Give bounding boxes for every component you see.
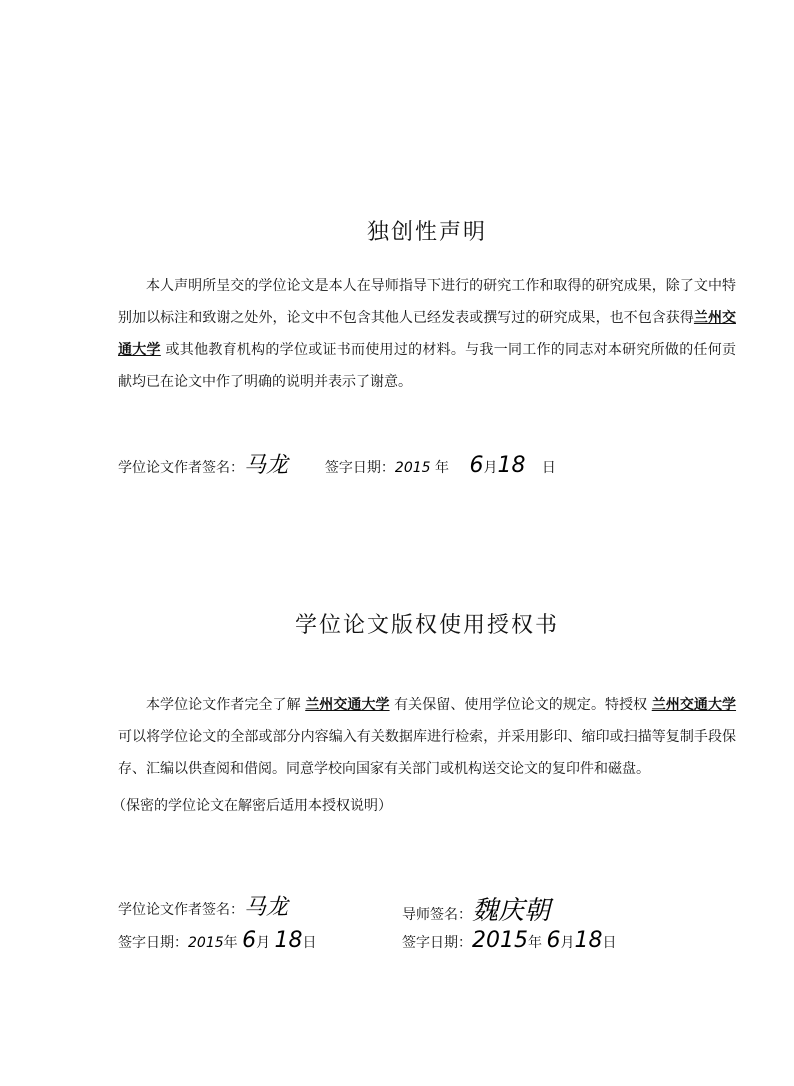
declaration-signature-line: [118, 448, 556, 479]
declaration-text-part1: 本人声明所呈交的学位论文是本人在导师指导下进行的研究工作和取得的研究成果，除了文中特别加以标注和致谢之处外，论文中不包含其他人已经发表或撰写过的研究成果，也不包含获得: [118, 278, 736, 326]
month-unit: 月: [483, 460, 498, 476]
author-date-year: 2015: [188, 935, 224, 951]
authorization-text-part1: 本学位论文作者完全了解: [146, 697, 301, 713]
author-signature-line: [118, 890, 288, 921]
year-unit: 年: [435, 460, 450, 476]
date-day: 18: [497, 453, 526, 478]
author-date-month: 6: [242, 928, 257, 953]
declaration-title: 独创性声明: [366, 220, 487, 245]
author-year-unit: 年: [223, 935, 238, 951]
author-signature-label-2: 学位论文作者签名：: [118, 902, 244, 918]
advisor-signature-line: [402, 890, 550, 927]
author-date-day: 18: [274, 928, 303, 953]
author-date-line: [118, 928, 317, 953]
author-day-unit: 日: [302, 935, 317, 951]
date-month: 6: [469, 453, 484, 478]
declaration-university: 兰州交通大学: [118, 310, 736, 358]
advisor-date-label: 签字日期：: [402, 935, 472, 951]
advisor-signature: 魏庆朝: [472, 896, 551, 926]
day-unit: 日: [541, 460, 556, 476]
authorization-title: 学位论文版权使用授权书: [294, 613, 559, 638]
advisor-date-month: 6: [546, 928, 561, 953]
author-signature-label: 学位论文作者签名：: [118, 460, 244, 476]
author-date-label: 签字日期：: [118, 935, 188, 951]
authorization-university: 兰州交通大学: [305, 697, 390, 713]
advisor-date-line: [402, 928, 616, 953]
authorization-text-part3: 可以将学位论文的全部或部分内容编入有关数据库进行检索，并采用影印、缩印或扫描等复制手段保存、汇编以供查阅和借阅。同意学校向国家有关部门或机构送交论文的复印件和磁盘。: [118, 729, 736, 777]
author-signature: 马龙: [244, 453, 289, 478]
authorization-note: （保密的学位论文在解密后适用本授权说明）: [112, 798, 392, 814]
advisor-day-unit: 日: [602, 935, 617, 951]
authorization-paragraph: [118, 689, 736, 785]
author-signature-2: 马龙: [244, 895, 289, 920]
author-month-unit: 月: [256, 935, 271, 951]
declaration-paragraph: [118, 270, 736, 398]
advisor-year-unit: 年: [528, 935, 542, 951]
sign-date-label: 签字日期：: [324, 460, 395, 476]
advisor-signature-label: 导师签名：: [402, 907, 472, 923]
authorization-text-part2: 有关保留、使用学位论文的规定。特授权: [394, 697, 648, 713]
declaration-text-part2: 或其他教育机构的学位或证书而使用过的材料。与我一同工作的同志对本研究所做的任何贡献均已在论文中作了明确的说明并表示了谢意。: [118, 342, 737, 390]
advisor-month-unit: 月: [560, 935, 575, 951]
advisor-date-year: 2015: [472, 928, 528, 953]
advisor-date-day: 18: [574, 928, 603, 953]
date-year: 2015: [394, 460, 431, 476]
authorization-university-2: 兰州交通大学: [651, 697, 737, 713]
